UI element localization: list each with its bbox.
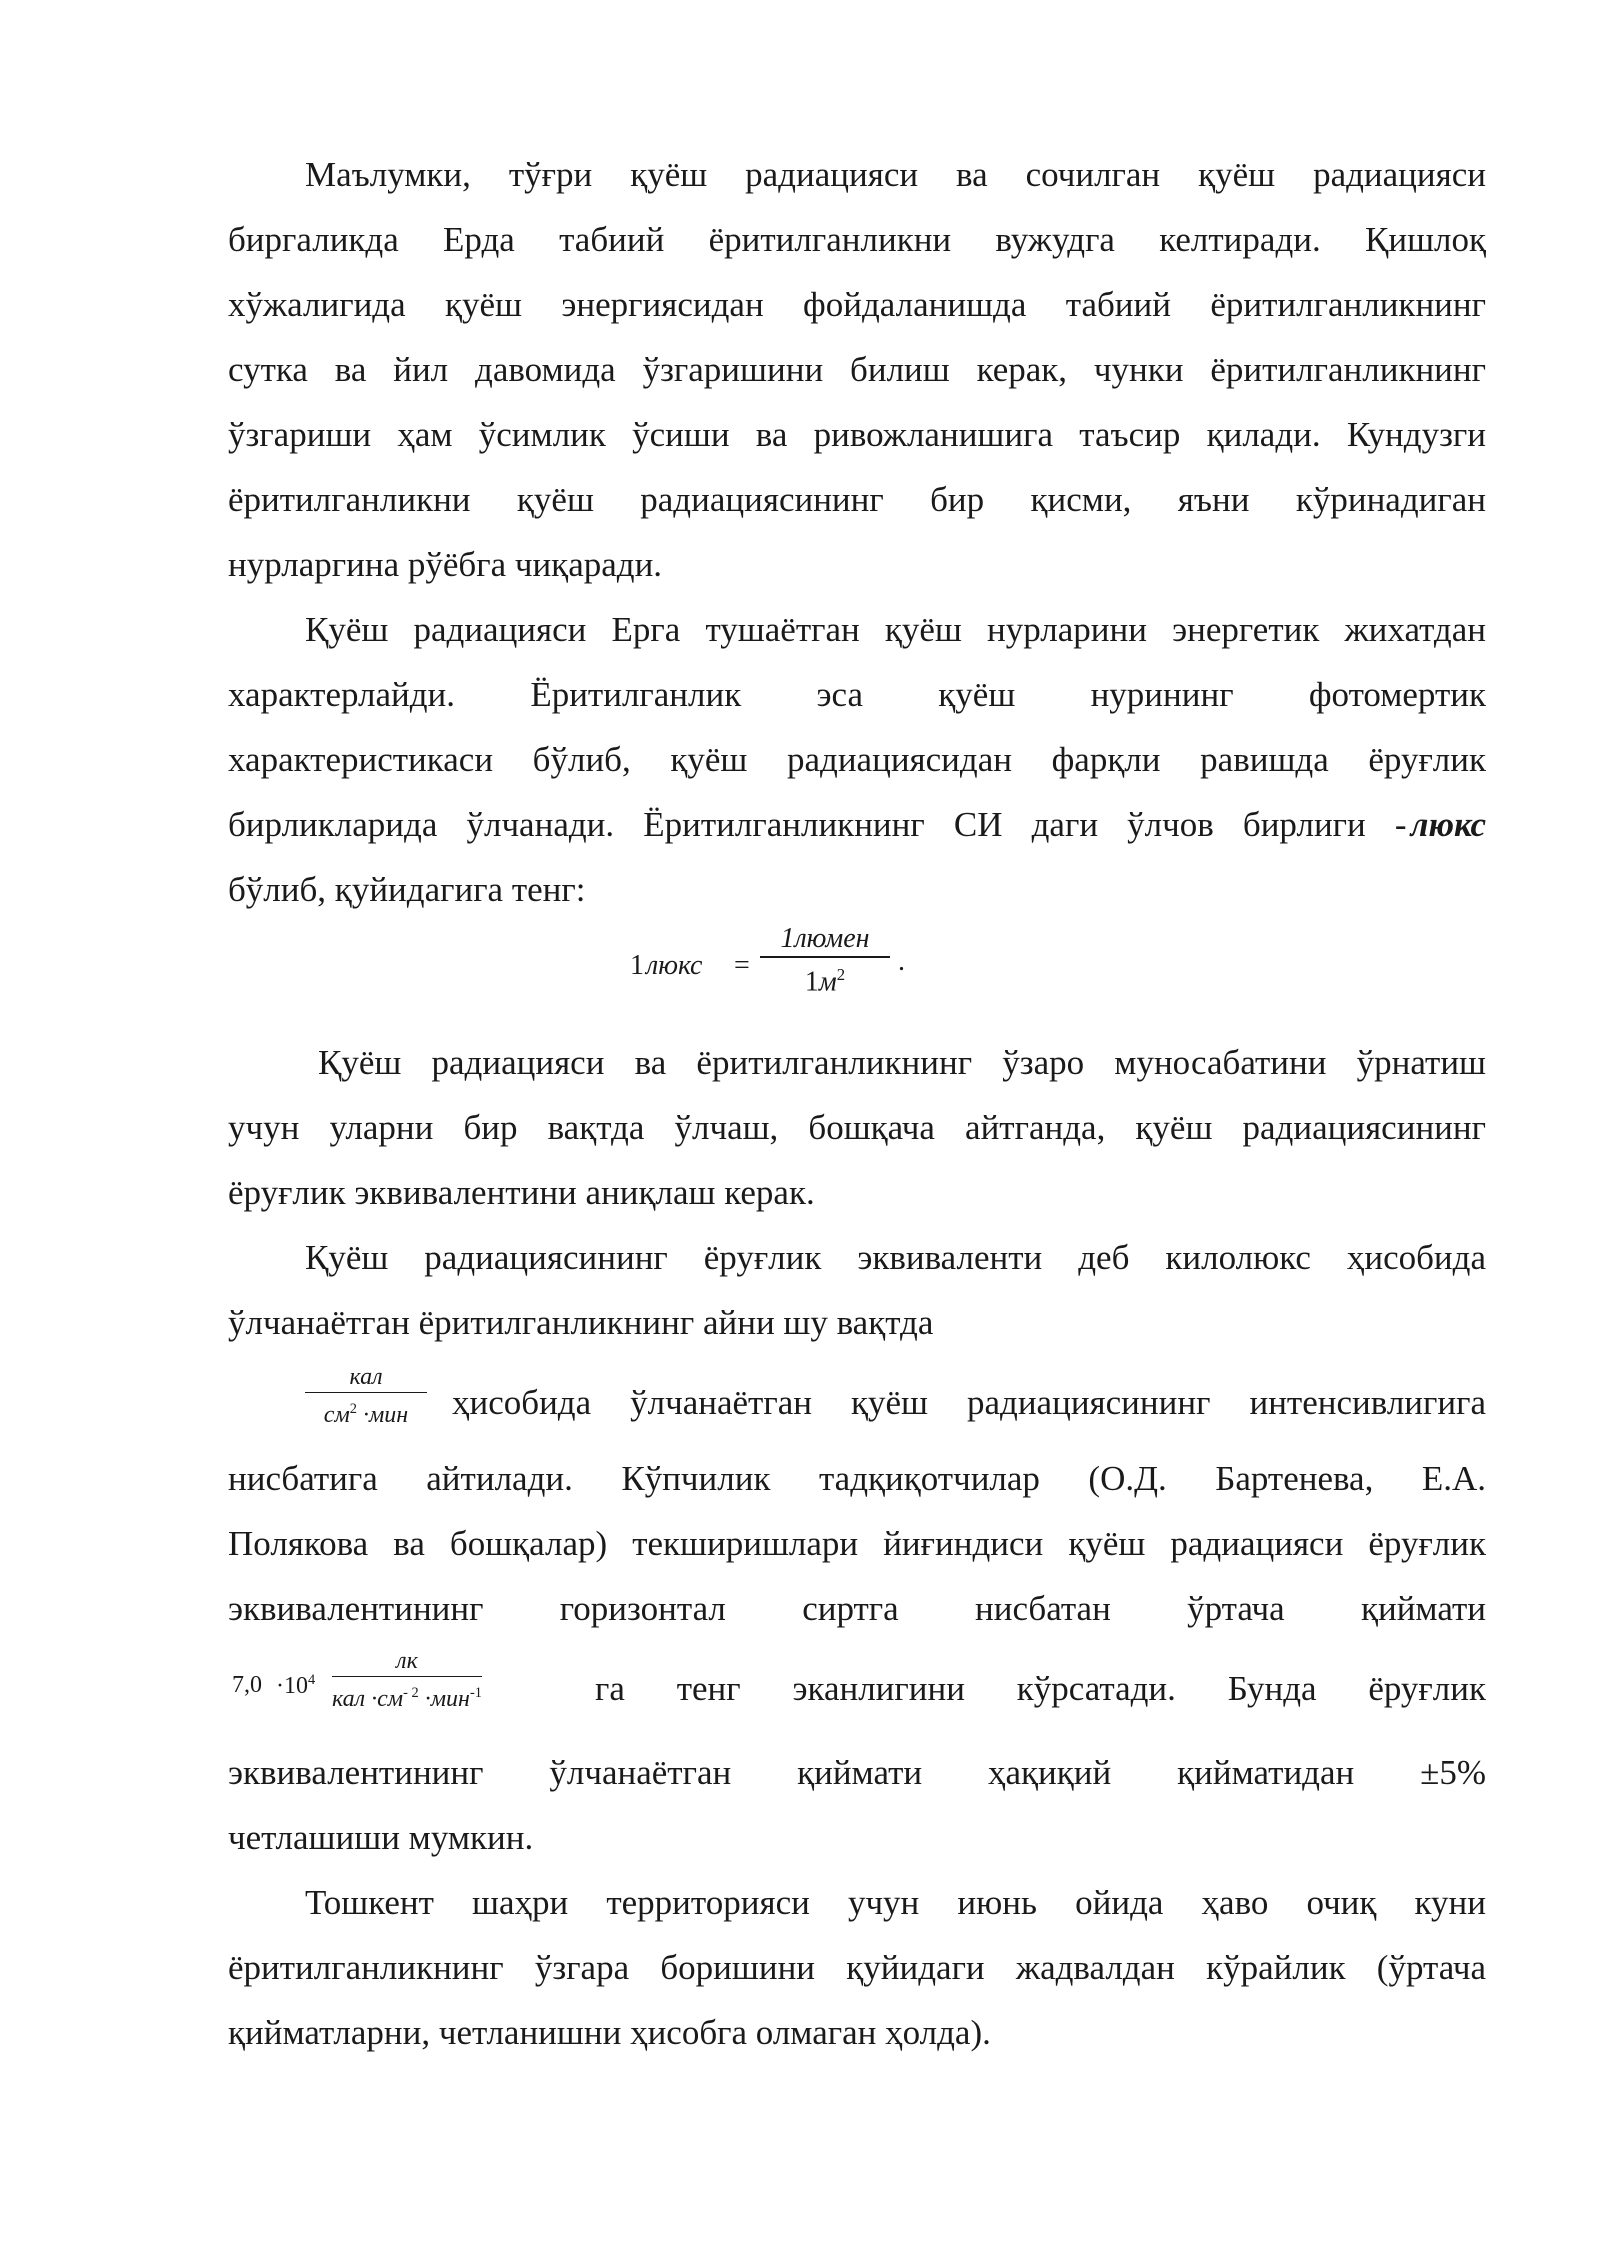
formula-coefficient: 7,0 xyxy=(232,1672,262,1698)
text-line: Қуёш радиацияси Ерга тушаётган қуёш нурларини энергетик жихатдан xyxy=(305,610,1486,649)
den-part: кал xyxy=(332,1686,366,1712)
den-exponent: 2 xyxy=(349,1401,357,1417)
text-line: характеристикаси бўлиб, қуёш радиациясидан фарқли равишда ёруғлик xyxy=(228,740,1486,779)
text-line: Маълумки, тўғри қуёш радиацияси ва сочилган қуёш радиацияси xyxy=(305,155,1486,194)
text-line: биргаликда Ерда табиий ёритилганликни вужудга келтиради. Қишлоқ xyxy=(228,220,1486,259)
text-line: нурларгина рўёбга чиқаради. xyxy=(228,545,663,584)
text-line: четлашиши мумкин. xyxy=(228,1818,534,1857)
den-exponent: - 2 xyxy=(403,1685,419,1701)
text-line: Полякова ва бошқалар) текширишлари йиғиндиси қуёш радиацияси ёруғлик xyxy=(228,1524,1486,1563)
text-line: ҳисобида ўлчанаётган қуёш радиациясининг интенсивлигига xyxy=(452,1383,1486,1422)
text-line: Қуёш радиациясининг ёруғлик эквиваленти деб килолюкс ҳисобида xyxy=(305,1238,1486,1277)
den-unit: м xyxy=(818,966,837,998)
text-line: ўлчанаётган ёритилганликнинг айни шу вақтда xyxy=(228,1303,934,1342)
text-line-segment: бирликларида ўлчанади. Ёритилганликнинг СИ даги ўлчов бирлиги - xyxy=(228,805,1407,844)
formula-fraction xyxy=(760,922,890,998)
den-part: см xyxy=(323,1402,350,1428)
den-exponent: -1 xyxy=(469,1685,482,1701)
text-line: ёруғлик эквивалентини аниқлаш керак. xyxy=(228,1173,815,1212)
den-exponent: 2 xyxy=(836,965,846,984)
formula-power-base xyxy=(276,1672,315,1700)
formula-lhs-number: 1 xyxy=(630,950,644,981)
text-line: Тошкент шаҳри территорияси учун июнь ойида ҳаво очиқ куни xyxy=(305,1883,1486,1922)
den-part: ·мин xyxy=(362,1402,409,1428)
text-line: ёритилганликни қуёш радиациясининг бир қисми, яъни кўринадиган xyxy=(228,480,1486,519)
formula-numerator: 1люмен xyxy=(780,923,870,954)
power-exponent: 4 xyxy=(308,1672,316,1688)
text-line: эквивалентининг ўлчанаётган қиймати ҳақиқий қийматидан ±5% xyxy=(228,1753,1486,1792)
text-line: ўзгариши ҳам ўсимлик ўсиши ва ривожланишига таъсир қилади. Кундузги xyxy=(228,415,1486,454)
text-line: қийматларни, четланишни ҳисобга олмаган ҳолда). xyxy=(228,2013,991,2052)
formula-denominator xyxy=(760,958,890,998)
text-line: эквивалентининг горизонтал сиртга нисбатан ўртача қиймати xyxy=(228,1589,1486,1628)
formula-fraction xyxy=(332,1646,482,1712)
den-part: ·см xyxy=(371,1686,404,1712)
den-part: ·мин xyxy=(424,1686,470,1712)
text-line: Қуёш радиацияси ва ёритилганликнинг ўзаро муносабатини ўрнатиш xyxy=(318,1043,1486,1082)
formula-numerator: кал xyxy=(349,1364,383,1390)
formula-numerator: лк xyxy=(396,1648,418,1674)
text-line: бўлиб, қуйидагига тенг: xyxy=(228,870,586,909)
text-line: ёритилганликнинг ўзгара боришини қуйидаги жадвалдан кўрайлик (ўртача xyxy=(228,1948,1486,1987)
text-line: учун уларни бир вақтда ўлчаш, бошқача айтганда, қуёш радиациясининг xyxy=(228,1108,1486,1147)
text-line: характерлайди. Ёритилганлик эса қуёш нурининг фотомертик xyxy=(228,675,1486,714)
bold-term: люкс xyxy=(1410,805,1486,844)
text-line: хўжалигида қуёш энергиясидан фойдаланишда табиий ёритилганликнинг xyxy=(228,285,1486,324)
formula-equals: = xyxy=(734,950,750,981)
text-line: нисбатига айтилади. Кўпчилик тадқиқотчилар (О.Д. Бартенева, Е.А. xyxy=(228,1459,1486,1498)
formula-lhs-unit: люкс xyxy=(646,950,703,981)
text-line: сутка ва йил давомида ўзгаришини билиш керак, чунки ёритилганликнинг xyxy=(228,350,1486,389)
formula-dot: . xyxy=(898,946,905,977)
formula-denominator xyxy=(305,1393,427,1428)
formula-denominator xyxy=(332,1677,482,1712)
den-number: 1 xyxy=(804,966,819,998)
power-base: ·10 xyxy=(276,1673,308,1699)
text-line: га тенг эканлигини кўрсатади. Бунда ёруғлик xyxy=(595,1669,1486,1708)
text-line xyxy=(228,792,1486,858)
formula-cal-per-cm2-min xyxy=(305,1362,427,1428)
